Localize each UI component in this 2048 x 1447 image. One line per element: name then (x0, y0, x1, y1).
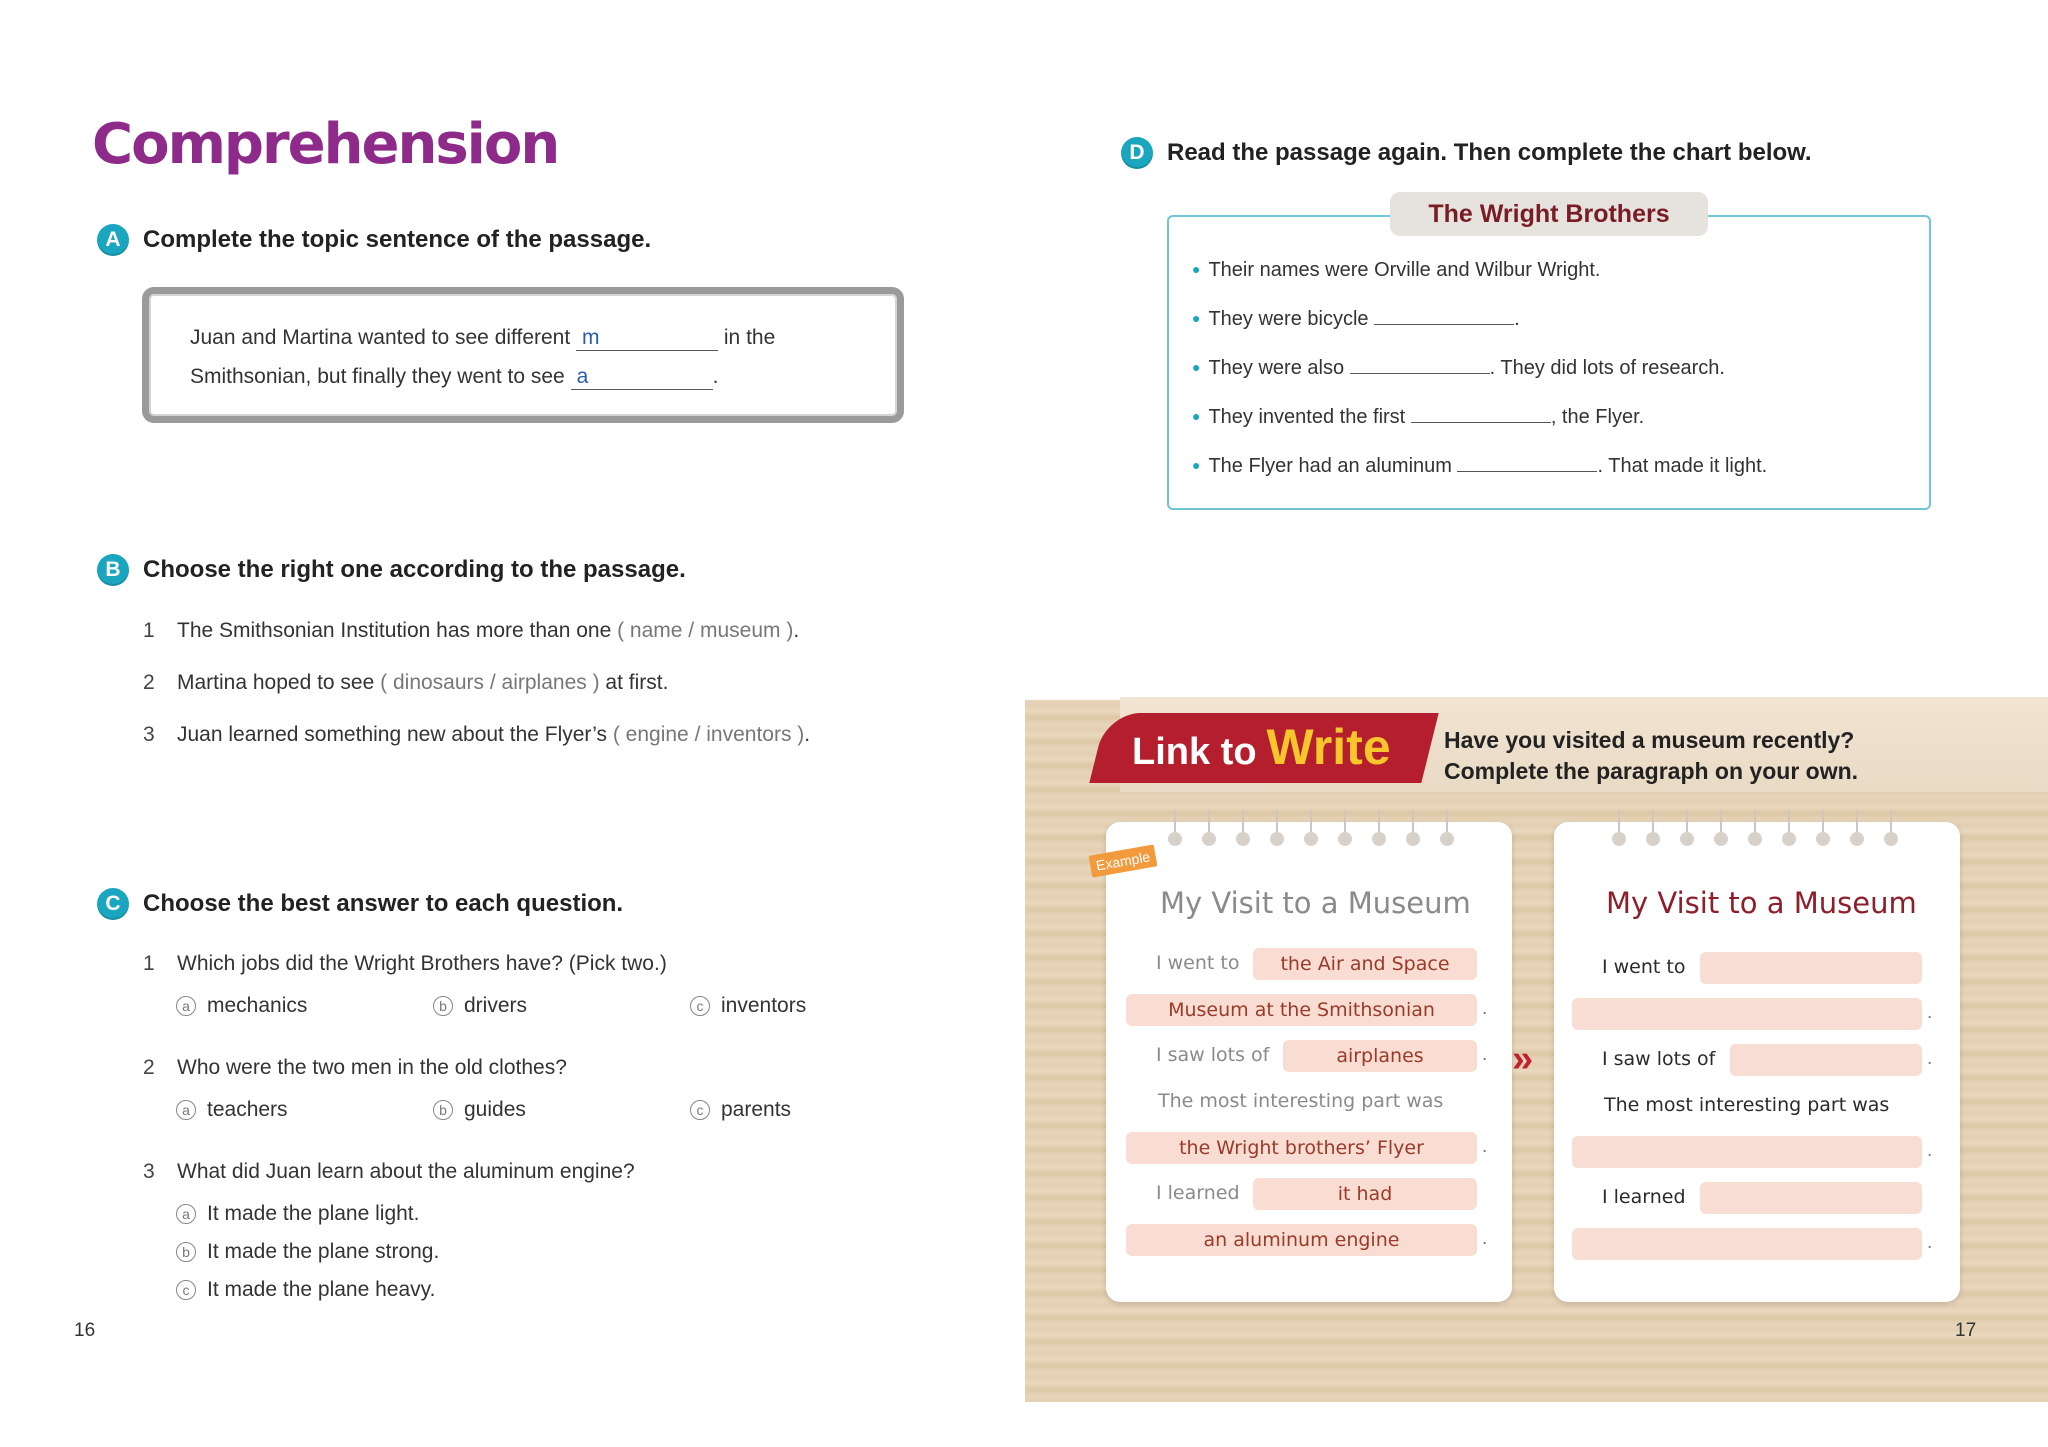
my-went-input-2[interactable] (1572, 998, 1922, 1030)
example-went-value: the Air and Space (1253, 948, 1477, 980)
c1-option-a[interactable] (176, 994, 307, 1018)
section-d-heading (1121, 137, 1812, 169)
binder-ring (1372, 832, 1386, 846)
example-saw-label: I saw lots of (1156, 1044, 1270, 1066)
period: . (1482, 1136, 1488, 1157)
b-item-text: Martina hoped to see (177, 671, 375, 694)
b-item-number: 3 (143, 723, 155, 746)
binder-ring (1646, 832, 1660, 846)
period: . (1927, 1140, 1933, 1161)
option-circle[interactable]: b (433, 996, 453, 1016)
topic-line2-post: . (712, 365, 719, 388)
chart-title: The Wright Brothers (1390, 192, 1708, 236)
b-item-post: at first. (605, 671, 669, 694)
binder-ring (1612, 832, 1626, 846)
option-circle[interactable]: c (176, 1280, 196, 1300)
link-to-write-label (1132, 718, 1391, 780)
binder-ring (1202, 832, 1216, 846)
section-a-heading (97, 224, 651, 256)
binder-ring (1850, 832, 1864, 846)
example-title: My Visit to a Museum (1160, 886, 1471, 920)
b-item-post: . (793, 619, 800, 642)
b-item-post: . (804, 723, 811, 746)
c-question-number: 3 (143, 1160, 155, 1183)
section-b-instruction: Choose the right one according to the passage. (143, 556, 686, 583)
option-circle[interactable]: a (176, 1204, 196, 1224)
chart-line-5 (1192, 455, 1767, 478)
page-number-left: 16 (74, 1320, 96, 1341)
b-item-number: 1 (143, 619, 155, 642)
section-b-badge: B (97, 554, 129, 586)
chart-blank[interactable] (1374, 308, 1514, 325)
b-item-choice[interactable]: ( engine / inventors ) (612, 723, 805, 746)
topic-blank-m[interactable]: m (576, 326, 718, 351)
binder-ring (1714, 832, 1728, 846)
option-text: inventors (721, 994, 807, 1017)
c2-option-b[interactable] (433, 1098, 526, 1122)
binder-ring (1338, 832, 1352, 846)
b-item-text: The Smithsonian Institution has more than one (177, 619, 612, 642)
option-circle[interactable]: b (433, 1100, 453, 1120)
binder-ring (1406, 832, 1420, 846)
topic-sentence-line-1 (190, 326, 775, 351)
option-text: It made the plane strong. (207, 1240, 440, 1263)
b-item-choice[interactable]: ( name / museum ) (617, 619, 794, 642)
chart-line-post: . (1514, 308, 1520, 330)
write-prompt-1: Have you visited a museum recently? (1444, 727, 1855, 753)
c1-option-c[interactable] (690, 994, 806, 1018)
topic-line1-post: in the (723, 326, 776, 349)
chart-line-text: They were bicycle (1208, 308, 1369, 330)
write-prompt-2: Complete the paragraph on your own. (1444, 758, 1859, 784)
chart-line-post: . That made it light. (1597, 455, 1768, 477)
c-question-text: Who were the two men in the old clothes? (177, 1056, 567, 1079)
chart-line-2 (1192, 308, 1520, 331)
option-circle[interactable]: b (176, 1242, 196, 1262)
option-text: mechanics (207, 994, 308, 1017)
section-c-badge: C (97, 888, 129, 920)
example-learned-label: I learned (1156, 1182, 1240, 1204)
section-a-instruction: Complete the topic sentence of the passage. (143, 226, 652, 253)
b-item-3 (143, 723, 810, 747)
c-question-text: Which jobs did the Wright Brothers have? (Pick two.) (177, 952, 667, 975)
my-learned-label: I learned (1602, 1186, 1686, 1208)
topic-sentence-box (142, 287, 904, 423)
chart-blank[interactable] (1457, 455, 1597, 472)
binder-ring (1270, 832, 1284, 846)
example-tag: Example (1089, 844, 1158, 877)
c-question-text: What did Juan learn about the aluminum engine? (177, 1160, 635, 1183)
example-interesting-label: The most interesting part was (1158, 1090, 1444, 1112)
my-went-label: I went to (1602, 956, 1686, 978)
topic-line2-text: Smithsonian, but finally they went to see (190, 365, 565, 388)
binder-ring (1236, 832, 1250, 846)
binder-ring (1748, 832, 1762, 846)
chart-blank[interactable] (1350, 357, 1490, 374)
c2-option-a[interactable] (176, 1098, 288, 1122)
option-circle[interactable]: a (176, 1100, 196, 1120)
option-text: drivers (464, 994, 528, 1017)
chart-line-4 (1192, 406, 1644, 429)
topic-line1-text: Juan and Martina wanted to see different (190, 326, 571, 349)
period: . (1927, 1002, 1933, 1023)
b-item-1 (143, 619, 799, 643)
binder-ring (1680, 832, 1694, 846)
option-circle[interactable]: c (690, 996, 710, 1016)
chart-line-text: The Flyer had an aluminum (1208, 455, 1452, 477)
write-text: Write (1266, 719, 1391, 775)
bullet-icon: ● (1192, 408, 1201, 424)
c2-option-c[interactable] (690, 1098, 791, 1122)
my-saw-input[interactable] (1730, 1044, 1922, 1076)
period: . (1482, 1228, 1488, 1249)
b-item-2 (143, 671, 668, 695)
my-went-input[interactable] (1700, 952, 1922, 984)
double-chevron-icon: » (1512, 1038, 1534, 1080)
c-question-number: 1 (143, 952, 155, 975)
c-question-1 (143, 952, 667, 976)
section-c-heading (97, 888, 623, 920)
option-text: guides (464, 1098, 526, 1121)
c-question-3 (143, 1160, 635, 1184)
binder-ring (1440, 832, 1454, 846)
binder-ring (1304, 832, 1318, 846)
c3-option-a[interactable] (176, 1202, 419, 1226)
binder-ring (1816, 832, 1830, 846)
option-text: It made the plane heavy. (207, 1278, 436, 1301)
binder-ring (1168, 832, 1182, 846)
link-to-text: Link to (1132, 731, 1257, 773)
section-c-instruction: Choose the best answer to each question. (143, 890, 624, 917)
example-saw-value: airplanes (1283, 1040, 1477, 1072)
chart-line-text: They were also (1208, 357, 1345, 379)
period: . (1927, 1232, 1933, 1253)
page-title: Comprehension (92, 112, 559, 177)
my-interesting-label: The most interesting part was (1604, 1094, 1890, 1116)
example-went-value-2: Museum at the Smithsonian (1126, 994, 1477, 1026)
bullet-icon: ● (1192, 261, 1201, 277)
option-circle[interactable]: c (690, 1100, 710, 1120)
bullet-icon: ● (1192, 310, 1201, 326)
example-learned-value-2: an aluminum engine (1126, 1224, 1477, 1256)
b-item-number: 2 (143, 671, 155, 694)
section-d-badge: D (1121, 137, 1153, 169)
example-interesting-value: the Wright brothers’ Flyer (1126, 1132, 1477, 1164)
c1-option-b[interactable] (433, 994, 527, 1018)
my-title: My Visit to a Museum (1606, 886, 1917, 920)
section-a-badge: A (97, 224, 129, 256)
option-text: teachers (207, 1098, 288, 1121)
period: . (1482, 998, 1488, 1019)
my-learned-input[interactable] (1700, 1182, 1922, 1214)
my-learned-input-2[interactable] (1572, 1228, 1922, 1260)
period: . (1927, 1048, 1933, 1069)
topic-sentence-line-2 (190, 365, 718, 390)
chart-line-post: . They did lots of research. (1489, 357, 1725, 379)
bullet-icon: ● (1192, 359, 1201, 375)
c-question-2 (143, 1056, 567, 1080)
section-b-heading (97, 554, 686, 586)
chart-blank[interactable] (1411, 406, 1551, 423)
my-interesting-input[interactable] (1572, 1136, 1922, 1168)
binder-ring (1884, 832, 1898, 846)
b-item-choice[interactable]: ( dinosaurs / airplanes ) (380, 671, 600, 694)
period: . (1482, 1044, 1488, 1065)
c-question-number: 2 (143, 1056, 155, 1079)
section-d-instruction: Read the passage again. Then complete the chart below. (1167, 139, 1812, 166)
page-number-right: 17 (1955, 1320, 1977, 1341)
chart-line-1 (1192, 259, 1600, 282)
bullet-icon: ● (1192, 457, 1201, 473)
chart-line-post: , the Flyer. (1550, 406, 1645, 428)
option-text: parents (721, 1098, 792, 1121)
chart-line-text: They invented the first (1208, 406, 1406, 428)
chart-line-3 (1192, 357, 1725, 380)
b-item-text: Juan learned something new about the Flyer’s (177, 723, 607, 746)
example-went-label: I went to (1156, 952, 1240, 974)
c3-option-b[interactable] (176, 1240, 439, 1264)
option-text: It made the plane light. (207, 1202, 420, 1225)
option-circle[interactable]: a (176, 996, 196, 1016)
topic-blank-a[interactable]: a (571, 365, 713, 390)
binder-ring (1782, 832, 1796, 846)
chart-line-text: Their names were Orville and Wilbur Wright. (1208, 259, 1601, 281)
example-learned-value: it had (1253, 1178, 1477, 1210)
my-saw-label: I saw lots of (1602, 1048, 1716, 1070)
c3-option-c[interactable] (176, 1278, 435, 1302)
